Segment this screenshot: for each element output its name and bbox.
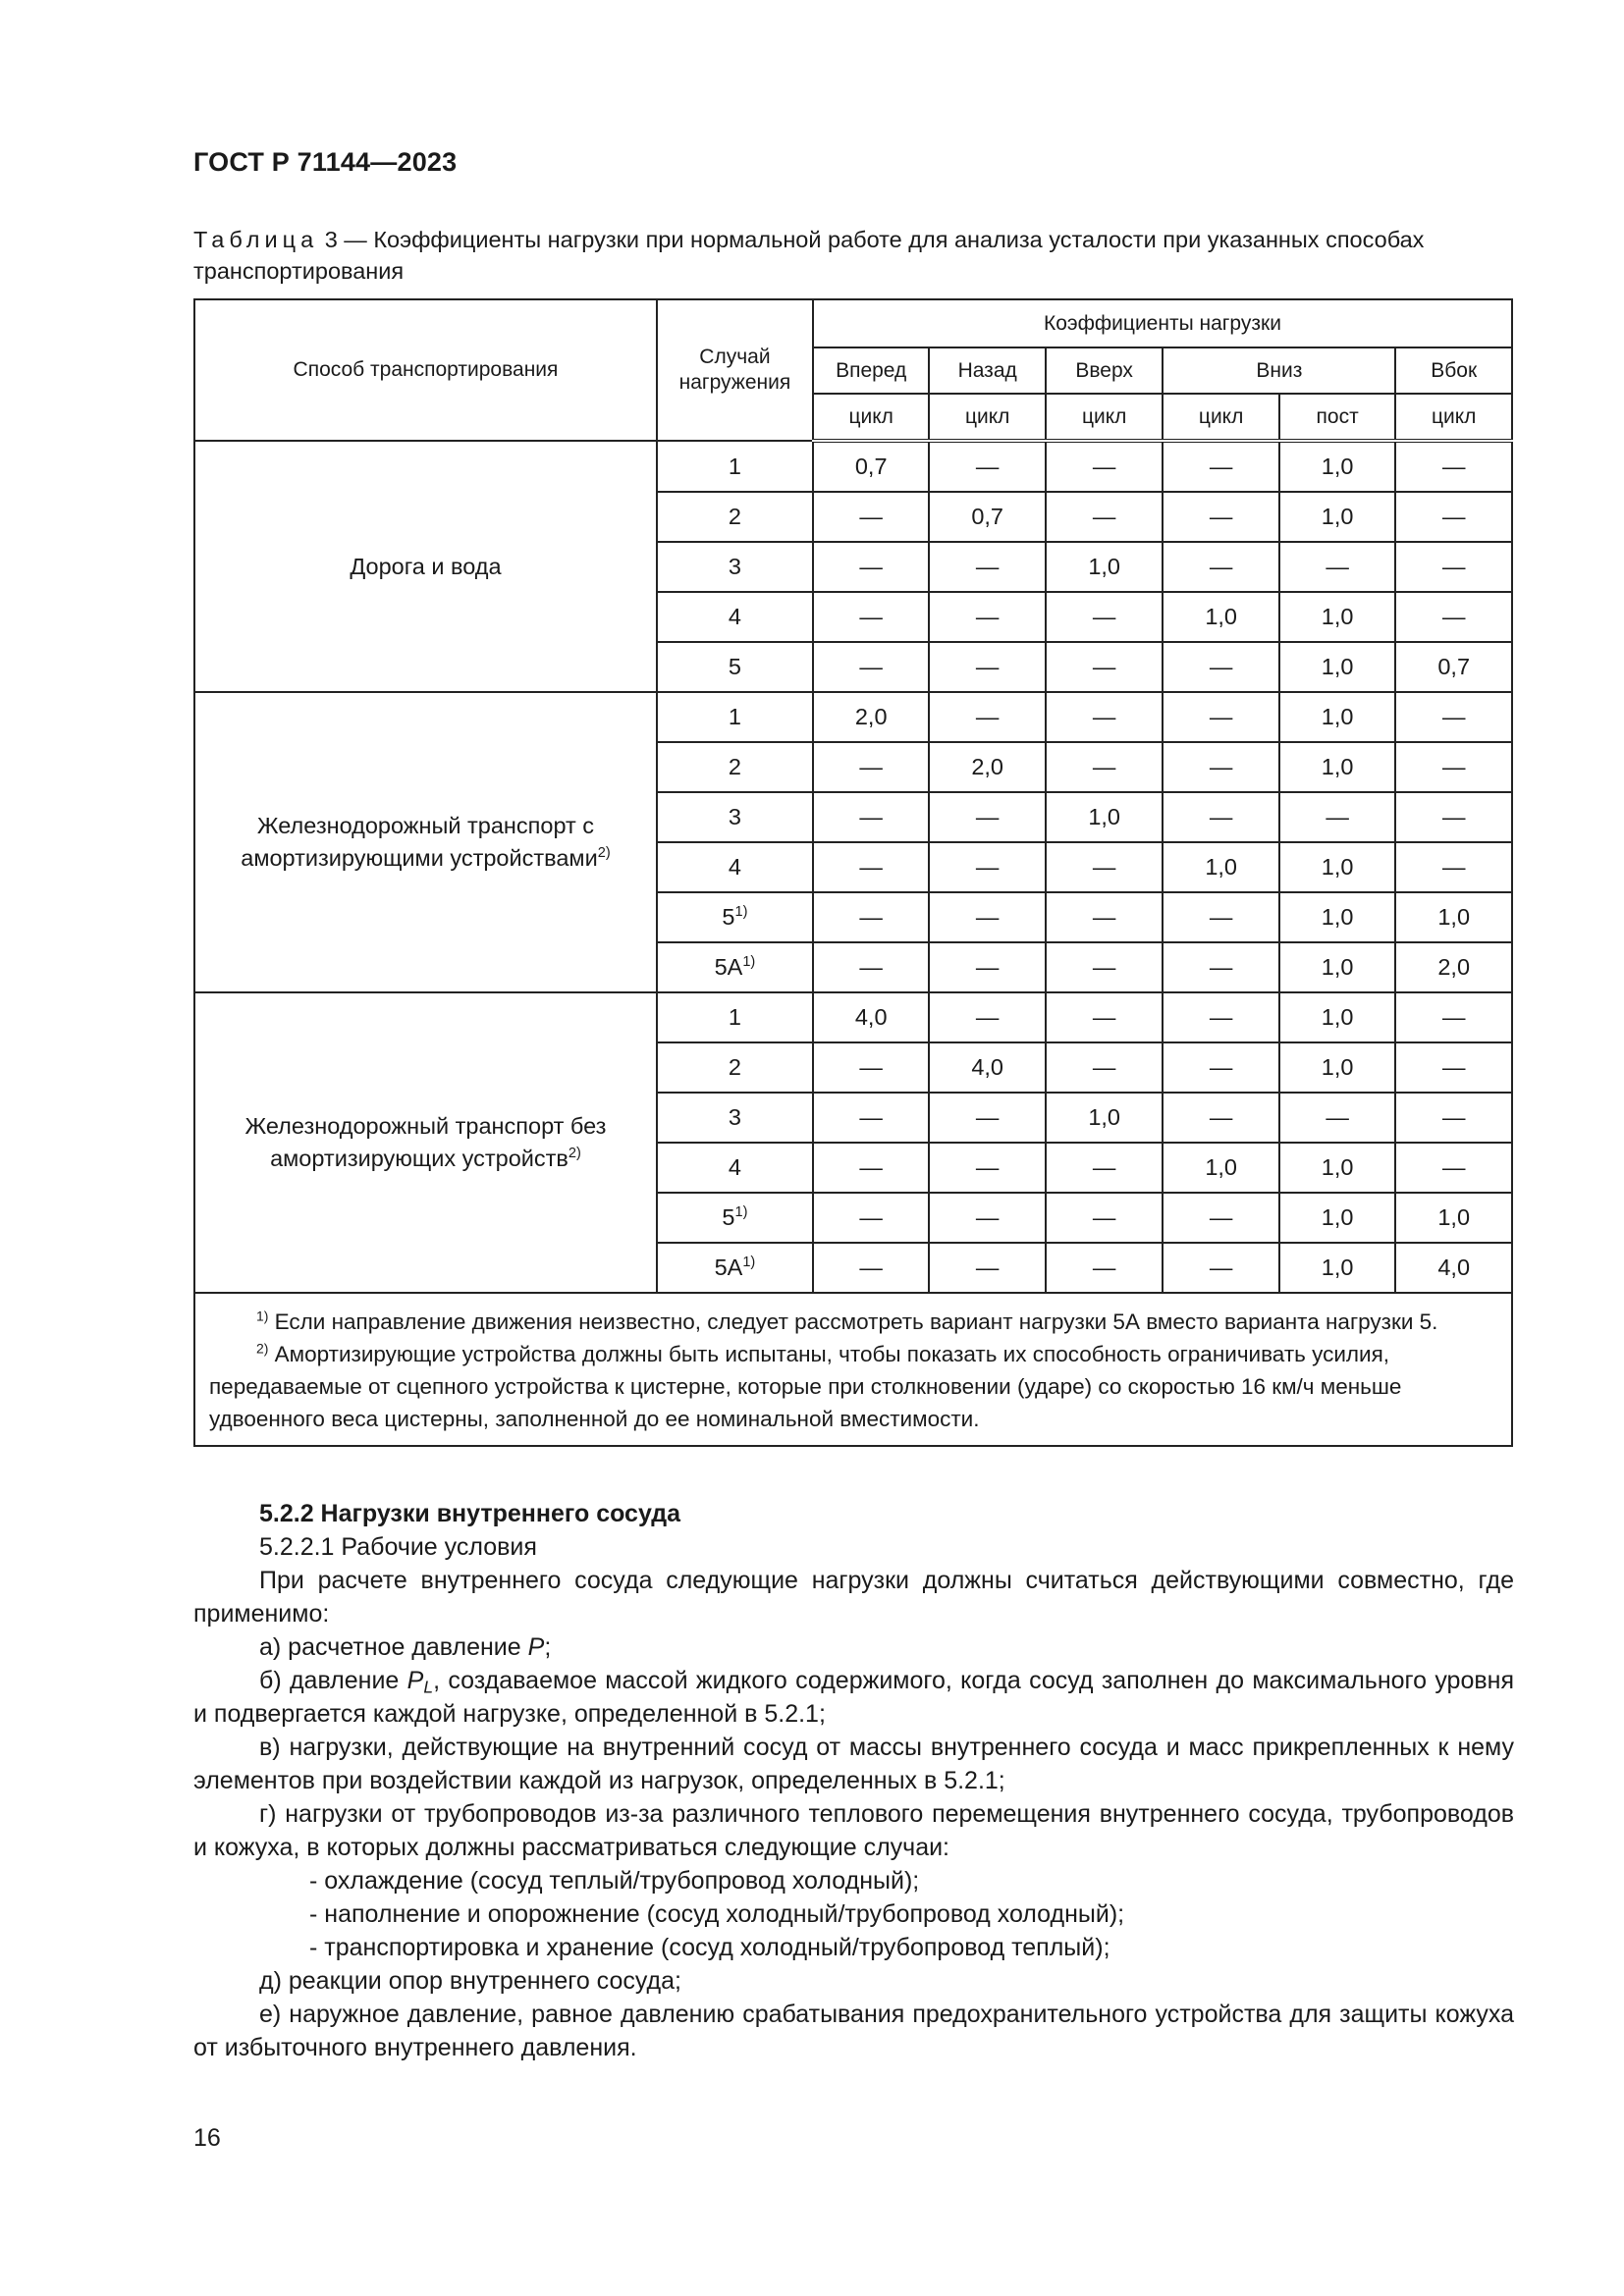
load-case-cell: 4	[657, 592, 813, 642]
load-case-cell: 2	[657, 492, 813, 542]
header-direction-2: Вверх	[1046, 347, 1164, 394]
coefficient-cell: —	[1046, 1243, 1164, 1293]
coefficient-cell: —	[1046, 742, 1164, 792]
coefficient-cell: 0,7	[929, 492, 1045, 542]
table-row	[194, 692, 1512, 742]
coefficient-cell: —	[929, 992, 1045, 1042]
table-caption-label: Таблица	[193, 227, 319, 252]
coefficient-cell: —	[1163, 441, 1278, 492]
header-coefficients: Коэффициенты нагрузки	[813, 299, 1512, 347]
coefficient-cell: —	[1395, 1042, 1512, 1093]
coefficient-cell: —	[1395, 1143, 1512, 1193]
page-number: 16	[193, 2124, 221, 2152]
coefficient-cell: 1,0	[1279, 492, 1395, 542]
load-case-cell: 5	[657, 642, 813, 692]
coefficient-cell: —	[1163, 492, 1278, 542]
coefficient-cell: —	[1279, 1093, 1395, 1143]
coefficient-cell: —	[929, 1093, 1045, 1143]
coefficient-cell: —	[1279, 542, 1395, 592]
coefficient-cell: 1,0	[1163, 842, 1278, 892]
coefficient-cell: 1,0	[1279, 992, 1395, 1042]
document-header: ГОСТ Р 71144—2023	[193, 147, 458, 177]
header-unit-0: цикл	[813, 394, 929, 441]
coefficient-cell: —	[1046, 842, 1164, 892]
load-case-cell: 1	[657, 692, 813, 742]
table-caption	[193, 224, 1514, 287]
coefficient-cell: —	[1046, 492, 1164, 542]
list-item-d: д) реакции опор внутреннего сосуда;	[259, 1967, 681, 1995]
coefficient-cell: 2,0	[813, 692, 929, 742]
coefficient-cell: —	[1279, 792, 1395, 842]
coefficient-cell: —	[813, 792, 929, 842]
header-direction-3: Вниз	[1163, 347, 1395, 394]
dash-item-cooling: - охлаждение (сосуд теплый/трубопровод холодный);	[309, 1867, 920, 1895]
transport-mode-cell: Железнодорожный транспорт с амортизирующими устройствами$^{2)}$	[194, 692, 657, 992]
load-case-cell: 5$^{1)}$	[657, 892, 813, 942]
coefficient-cell: 1,0	[1163, 592, 1278, 642]
coefficient-cell: —	[1163, 642, 1278, 692]
coefficient-cell: —	[1395, 842, 1512, 892]
coefficient-cell: —	[1395, 792, 1512, 842]
coefficient-cell: —	[929, 892, 1045, 942]
load-case-cell: 4	[657, 1143, 813, 1193]
coefficient-cell: 1,0	[1279, 592, 1395, 642]
coefficient-cell: 4,0	[929, 1042, 1045, 1093]
coefficient-cell: —	[813, 842, 929, 892]
coefficient-cell: 0,7	[813, 441, 929, 492]
coefficient-cell: 2,0	[929, 742, 1045, 792]
transport-mode-cell: Железнодорожный транспорт без амортизирующих устройств$^{2)}$	[194, 992, 657, 1293]
load-case-cell: 2	[657, 742, 813, 792]
table-row	[194, 992, 1512, 1042]
body-text	[193, 1497, 1514, 2064]
coefficient-cell: —	[1395, 542, 1512, 592]
coefficient-cell: —	[1395, 441, 1512, 492]
coefficient-cell: 1,0	[1046, 792, 1164, 842]
coefficient-cell: —	[1163, 542, 1278, 592]
coefficient-cell: —	[1395, 492, 1512, 542]
coefficient-cell: —	[1163, 1042, 1278, 1093]
coefficient-cell: —	[1163, 742, 1278, 792]
header-direction-1: Назад	[929, 347, 1045, 394]
coefficient-cell: 1,0	[1279, 1243, 1395, 1293]
header-unit-2: цикл	[1046, 394, 1164, 441]
transport-mode-cell: Дорога и вода	[194, 441, 657, 692]
footnote-2: $^{2)}$ Амортизирующие устройства должны быть испытаны, чтобы показать их способность ограничивать усилия, передаваемые от сцепного устройства к цистерне, которые при столкновении (ударе) со скоростью 16 км/ч меньше удвоенного веса цистерны, заполненной до ее номинальной вместимости.	[209, 1340, 1402, 1431]
coefficient-cell: 1,0	[1279, 1143, 1395, 1193]
coefficient-cell: —	[1046, 1143, 1164, 1193]
header-unit-1: цикл	[929, 394, 1045, 441]
load-case-cell: $5A^{1)}$	[657, 942, 813, 992]
coefficient-cell: 1,0	[1046, 542, 1164, 592]
coefficient-cell: —	[813, 892, 929, 942]
coefficient-cell: —	[1046, 942, 1164, 992]
coefficient-cell: 1,0	[1279, 1042, 1395, 1093]
coefficient-cell: —	[929, 542, 1045, 592]
list-item-a: а) расчетное давление P;	[259, 1633, 552, 1661]
coefficient-cell: —	[929, 842, 1045, 892]
coefficient-cell: 1,0	[1279, 1193, 1395, 1243]
coefficient-cell: —	[1395, 742, 1512, 792]
coefficient-cell: —	[813, 592, 929, 642]
list-item-b: б) давление $P_L$, создаваемое массой жидкого содержимого, когда сосуд заполнен до максимального уровня и подвергается каждой нагрузке, определенной в 5.2.1;	[193, 1667, 1514, 1728]
coefficient-cell: —	[1395, 692, 1512, 742]
coefficient-cell: 1,0	[1163, 1143, 1278, 1193]
coefficient-cell: 1,0	[1279, 692, 1395, 742]
coefficient-cell: —	[929, 1143, 1045, 1193]
load-case-cell: 5$^{1)}$	[657, 1193, 813, 1243]
load-case-cell: 4	[657, 842, 813, 892]
list-item-e: е) наружное давление, равное давлению срабатывания предохранительного устройства для защиты кожуха от избыточного внутреннего давления.	[193, 2001, 1514, 2061]
coefficient-cell: —	[1046, 1042, 1164, 1093]
coefficient-cell: 4,0	[1395, 1243, 1512, 1293]
header-load-case: Случай нагружения	[657, 299, 813, 441]
dash-item-transport: - транспортировка и хранение (сосуд холодный/трубопровод теплый);	[309, 1934, 1110, 1961]
coefficient-cell: —	[1046, 892, 1164, 942]
coefficient-cell: 1,0	[1279, 892, 1395, 942]
coefficient-cell: 0,7	[1395, 642, 1512, 692]
coefficient-cell: 1,0	[1279, 742, 1395, 792]
coefficient-cell: —	[1395, 992, 1512, 1042]
coefficient-cell: —	[929, 692, 1045, 742]
coefficient-cell: 1,0	[1046, 1093, 1164, 1143]
coefficient-cell: —	[929, 942, 1045, 992]
coefficient-cell: —	[813, 742, 929, 792]
header-unit-4: пост	[1279, 394, 1395, 441]
coefficient-cell: —	[813, 1093, 929, 1143]
load-case-cell: 3	[657, 792, 813, 842]
coefficient-cell: —	[1163, 992, 1278, 1042]
subsection-heading: 5.2.2.1 Рабочие условия	[259, 1533, 537, 1561]
coefficient-cell: —	[929, 1243, 1045, 1293]
list-item-g: г) нагрузки от трубопроводов из-за различного теплового перемещения внутреннего сосуда, трубопроводов и кожуха, в которых должны рассматриваться следующие случаи:	[193, 1800, 1514, 1861]
coefficient-cell: —	[929, 1193, 1045, 1243]
coefficient-cell: 4,0	[813, 992, 929, 1042]
coefficient-cell: —	[813, 1243, 929, 1293]
coefficient-cell: —	[1163, 1243, 1278, 1293]
load-case-cell: $5A^{1)}$	[657, 1243, 813, 1293]
coefficient-cell: —	[1046, 1193, 1164, 1243]
header-unit-5: цикл	[1395, 394, 1512, 441]
load-case-cell: 3	[657, 542, 813, 592]
coefficient-cell: —	[1046, 692, 1164, 742]
header-direction-4: Вбок	[1395, 347, 1512, 394]
coefficient-cell: 2,0	[1395, 942, 1512, 992]
section-heading: 5.2.2 Нагрузки внутреннего сосуда	[259, 1500, 680, 1527]
coefficient-cell: —	[1163, 1093, 1278, 1143]
coefficient-cell: —	[813, 542, 929, 592]
coefficient-cell: —	[929, 642, 1045, 692]
coefficient-cell: —	[813, 642, 929, 692]
coefficient-cell: 1,0	[1279, 942, 1395, 992]
coefficient-cell: —	[1395, 1093, 1512, 1143]
coefficient-cell: —	[1046, 441, 1164, 492]
coefficient-cell: 1,0	[1279, 441, 1395, 492]
load-coefficients-table	[193, 298, 1513, 1447]
coefficient-cell: 1,0	[1279, 842, 1395, 892]
load-case-cell: 1	[657, 441, 813, 492]
table-row	[194, 441, 1512, 492]
coefficient-cell: —	[1046, 642, 1164, 692]
table-footnotes	[194, 1293, 1512, 1446]
coefficient-cell: —	[929, 441, 1045, 492]
coefficient-cell: —	[1163, 692, 1278, 742]
coefficient-cell: —	[813, 1042, 929, 1093]
coefficient-cell: —	[813, 1193, 929, 1243]
coefficient-cell: 1,0	[1279, 642, 1395, 692]
coefficient-cell: —	[1046, 592, 1164, 642]
load-case-cell: 1	[657, 992, 813, 1042]
table-caption-text: 3 — Коэффициенты нагрузки при нормальной работе для анализа усталости при указанных способах транспортирования	[193, 227, 1425, 284]
header-transport-mode: Способ транспортирования	[194, 299, 657, 441]
coefficient-cell: —	[813, 942, 929, 992]
dash-item-filling: - наполнение и опорожнение (сосуд холодный/трубопровод холодный);	[309, 1900, 1125, 1928]
coefficient-cell: —	[813, 1143, 929, 1193]
list-item-v: в) нагрузки, действующие на внутренний сосуд от массы внутреннего сосуда и масс прикрепленных к нему элементов при воздействии каждой из нагрузок, определенных в 5.2.1;	[193, 1734, 1514, 1794]
coefficient-cell: —	[1046, 992, 1164, 1042]
coefficient-cell: —	[1163, 892, 1278, 942]
coefficient-cell: —	[1395, 592, 1512, 642]
coefficient-cell: —	[1163, 942, 1278, 992]
coefficient-cell: 1,0	[1395, 892, 1512, 942]
header-direction-0: Вперед	[813, 347, 929, 394]
coefficient-cell: —	[813, 492, 929, 542]
coefficient-cell: 1,0	[1395, 1193, 1512, 1243]
header-unit-3: цикл	[1163, 394, 1278, 441]
coefficient-cell: —	[1163, 792, 1278, 842]
coefficient-cell: —	[929, 592, 1045, 642]
coefficient-cell: —	[929, 792, 1045, 842]
coefficient-cell: —	[1163, 1193, 1278, 1243]
load-case-cell: 3	[657, 1093, 813, 1143]
intro-paragraph: При расчете внутреннего сосуда следующие нагрузки должны считаться действующими совместно, где применимо:	[193, 1567, 1514, 1628]
load-case-cell: 2	[657, 1042, 813, 1093]
footnote-1: $^{1)}$ Если направление движения неизвестно, следует рассмотреть вариант нагрузки 5А вместо варианта нагрузки 5.	[256, 1308, 1438, 1334]
